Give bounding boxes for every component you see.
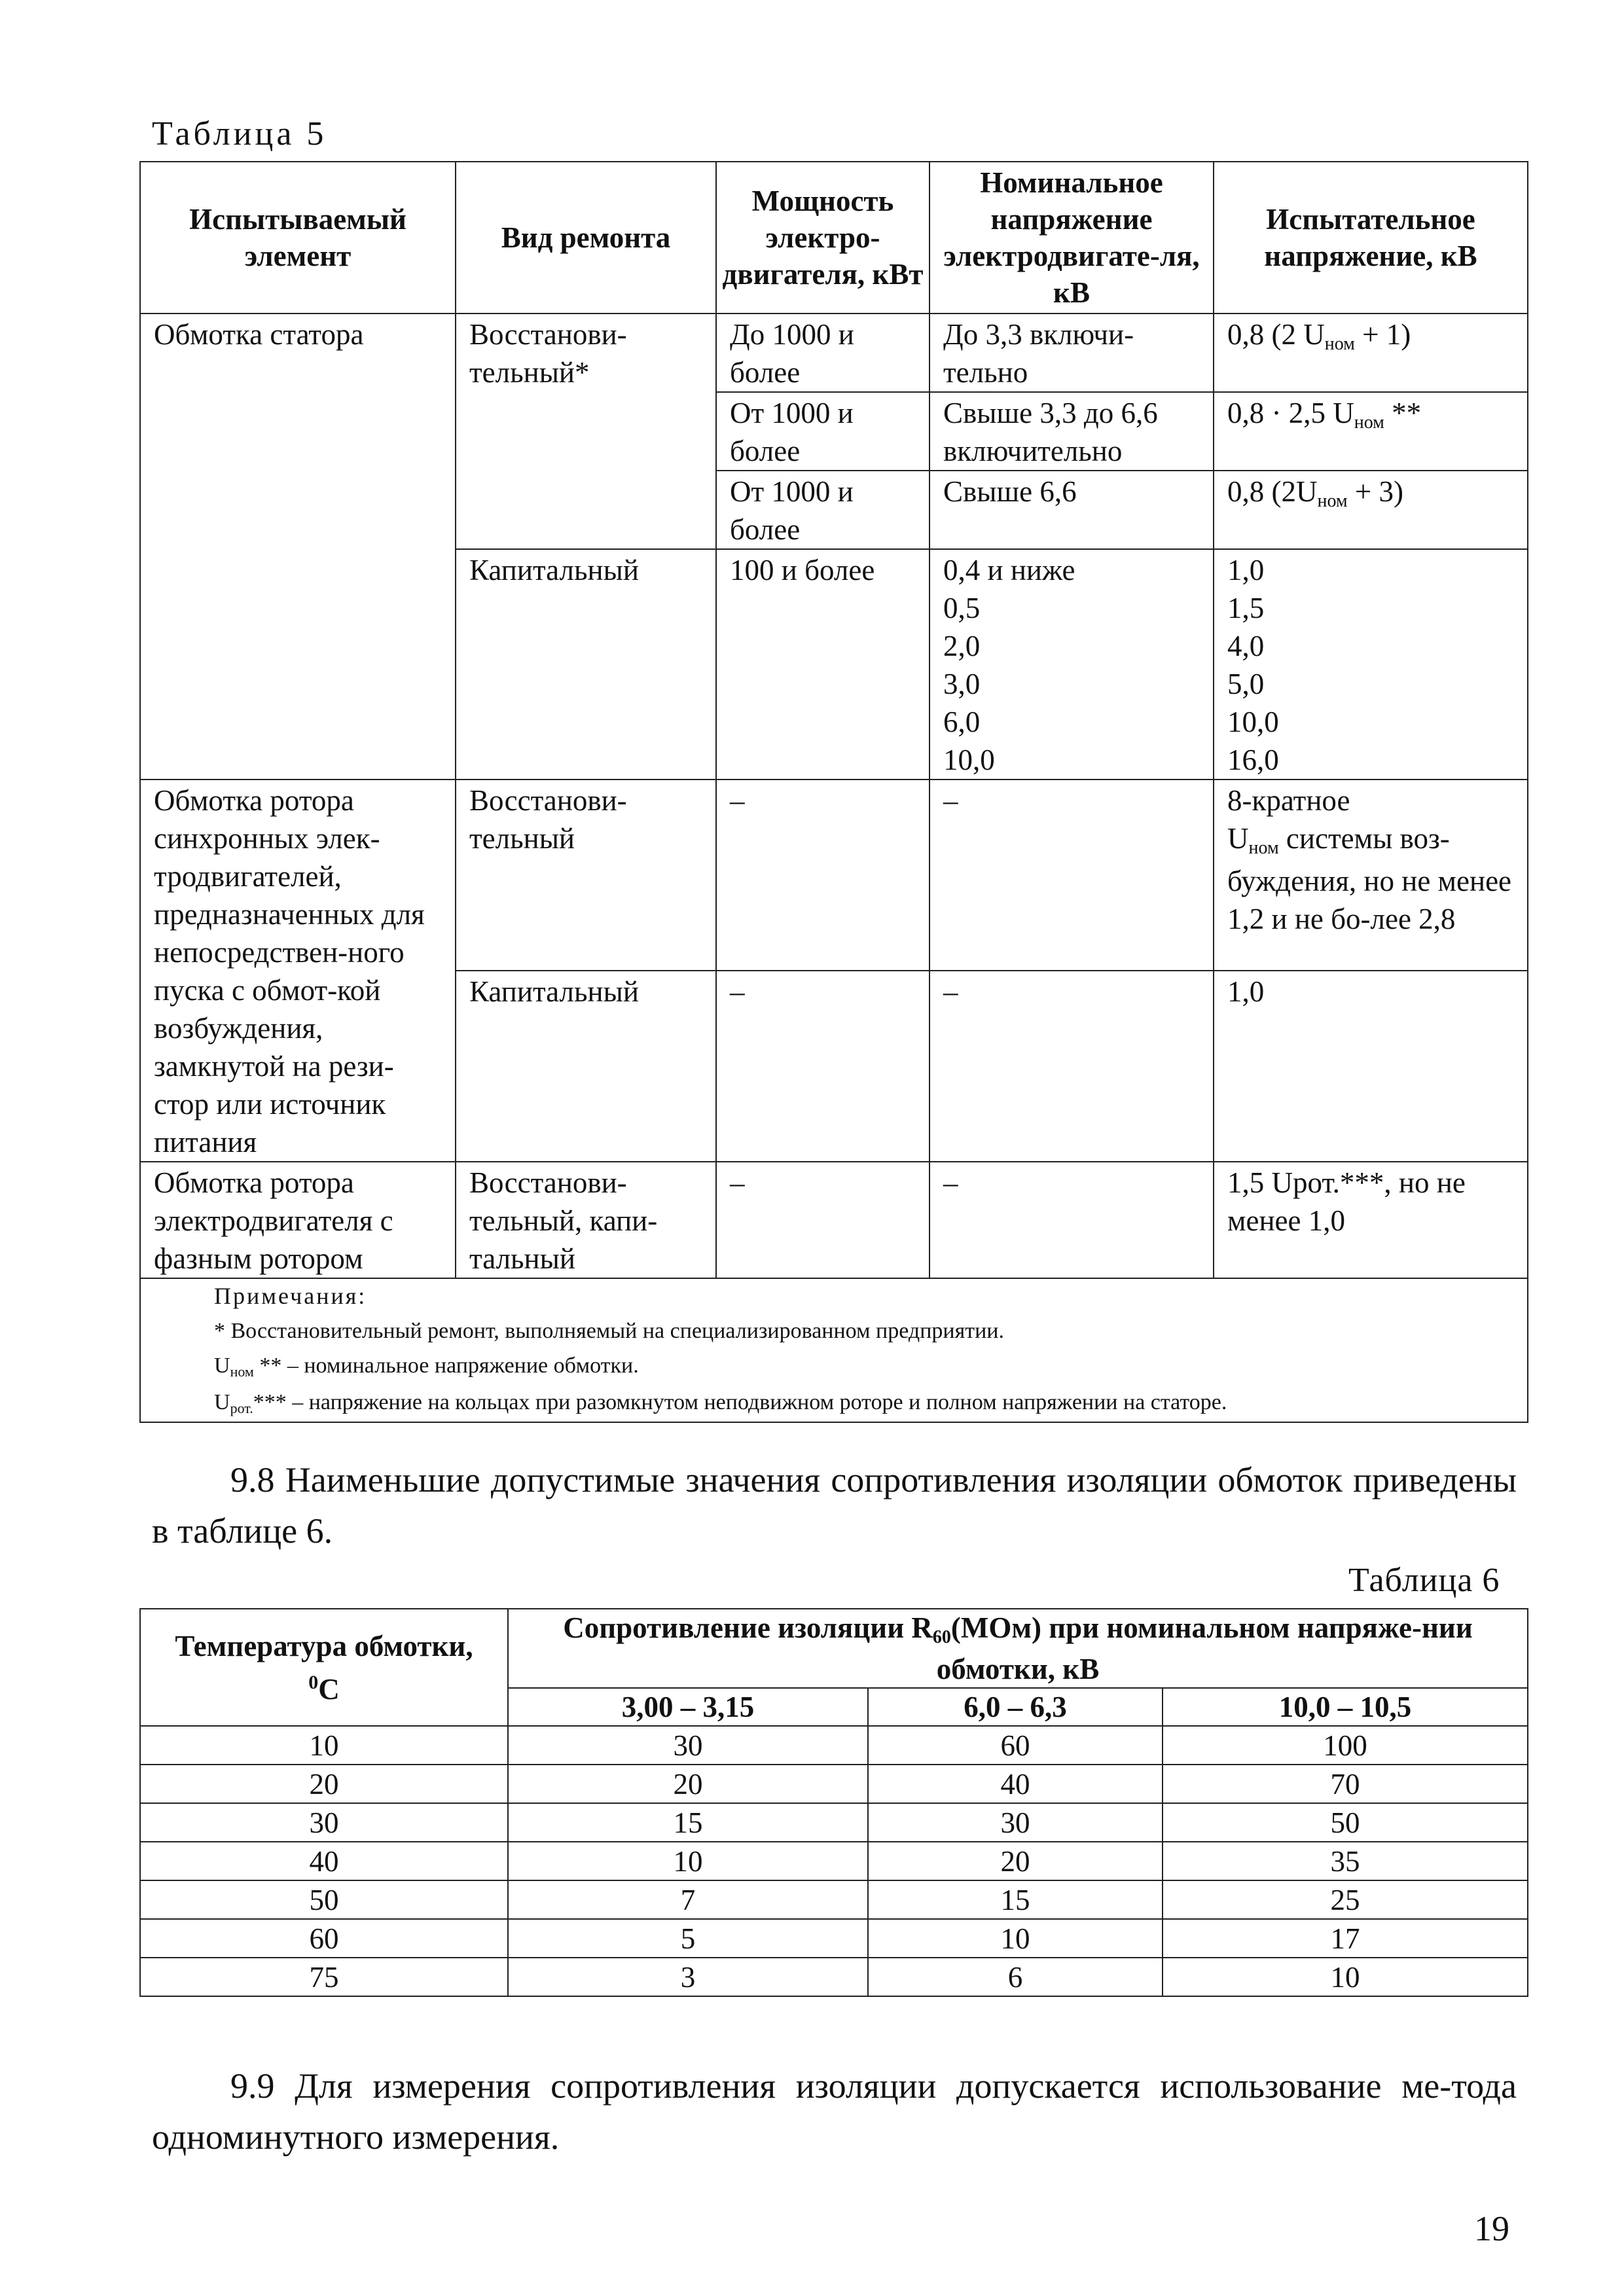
header-temp-text: Температура обмотки, [175, 1629, 473, 1662]
cell-value: 7 [508, 1880, 868, 1919]
test-text: 8-кратное [1227, 784, 1350, 817]
test-text: системы воз-буждения, но не менее 1,2 и не бо-лее 2,8 [1227, 822, 1512, 935]
list-item: 4,0 [1227, 630, 1265, 662]
table5-caption: Таблица 5 [152, 115, 327, 152]
header-power: Мощность электро-двигателя, кВт [716, 162, 929, 314]
table-row [140, 1803, 1528, 1842]
cell-test [1214, 314, 1528, 392]
cell-nominal: Свыше 3,3 до 6,6 включительно [929, 392, 1214, 471]
header-repair: Вид ремонта [456, 162, 716, 314]
note-text: U [214, 1354, 230, 1378]
cell-temp: 10 [140, 1726, 508, 1765]
cell-nominal-list [929, 549, 1214, 780]
subscript: ном [1354, 412, 1384, 433]
table-row [140, 1842, 1528, 1880]
cell-test [1214, 392, 1528, 471]
cell-value: 6 [868, 1958, 1163, 1996]
test-text: ** [1384, 397, 1422, 429]
cell-power: От 1000 и более [716, 471, 929, 549]
note-text: ** – номинальное напряжение обмотки. [253, 1354, 639, 1378]
cell-power: До 1000 и более [716, 314, 929, 392]
paragraph-9-8: 9.8 Наименьшие допустимые значения сопротивления изоляции обмоток приведены в таблице 6. [152, 1460, 1517, 1551]
list-item: 3,0 [943, 668, 981, 700]
header-resistance [508, 1609, 1528, 1688]
table-row [140, 1765, 1528, 1803]
cell-temp: 50 [140, 1880, 508, 1919]
cell-test [1214, 780, 1528, 971]
test-text: U [1227, 822, 1249, 855]
table-row [140, 780, 1528, 971]
cell-value: 20 [868, 1842, 1163, 1880]
degree-sup: 0 [308, 1671, 319, 1693]
table-row [140, 1958, 1528, 1996]
table6 [139, 1608, 1528, 1997]
test-text: 0,8 · 2,5 U [1227, 397, 1354, 429]
test-text: 0,8 (2 U [1227, 318, 1325, 351]
cell-test-list [1214, 549, 1528, 780]
header-nominal: Номинальное напряжение электродвигате-ля, кВ [929, 162, 1214, 314]
header-text: Сопротивление изоляции R [563, 1611, 933, 1644]
cell-value: 50 [1163, 1803, 1528, 1842]
cell-value: 70 [1163, 1765, 1528, 1803]
cell-power: От 1000 и более [716, 392, 929, 471]
table5-notes [140, 1278, 1528, 1422]
table-row [140, 314, 1528, 392]
cell-temp: 40 [140, 1842, 508, 1880]
cell-element-phase-rotor: Обмотка ротора электродвигателя с фазным ротором [140, 1162, 456, 1278]
page-number: 19 [1474, 2209, 1509, 2248]
cell-repair-restorative: Восстанови-тельный* [456, 314, 716, 549]
cell-power: – [716, 1162, 929, 1278]
list-item: 10,0 [1227, 706, 1279, 738]
cell-value: 25 [1163, 1880, 1528, 1919]
unit-text: С [318, 1672, 340, 1706]
table-row [140, 1726, 1528, 1765]
cell-power: 100 и более [716, 549, 929, 780]
list-item: 6,0 [943, 706, 981, 738]
cell-value: 10 [508, 1842, 868, 1880]
header-voltage-2: 6,0 – 6,3 [868, 1688, 1163, 1726]
list-item: 5,0 [1227, 668, 1265, 700]
list-item: 2,0 [943, 630, 981, 662]
cell-repair-capital: Капитальный [456, 971, 716, 1162]
cell-nominal: Свыше 6,6 [929, 471, 1214, 549]
header-voltage-3: 10,0 – 10,5 [1163, 1688, 1528, 1726]
header-element: Испытываемый элемент [140, 162, 456, 314]
note-text: *** – напряжение на кольцах при разомкнутом неподвижном роторе и полном напряжении на статоре. [253, 1390, 1227, 1414]
cell-element-sync-rotor: Обмотка ротора синхронных элек-тродвигателей, предназначенных для непосредствен-ного пуска с обмот-кой возбуждения, замкнутой на рези-стор или источник питания [140, 780, 456, 1162]
table6-caption: Таблица 6 [1348, 1562, 1500, 1599]
note-text: U [214, 1390, 230, 1414]
cell-value: 35 [1163, 1842, 1528, 1880]
list-item: 10,0 [943, 744, 995, 776]
table-row [140, 1162, 1528, 1278]
subscript: ном [1248, 838, 1279, 858]
table5-header-row [140, 162, 1528, 314]
list-item: 1,0 [1227, 554, 1265, 586]
header-test: Испытательное напряжение, кВ [1214, 162, 1528, 314]
table-row [140, 1919, 1528, 1958]
test-text: + 3) [1347, 475, 1404, 508]
cell-nominal: – [929, 780, 1214, 971]
test-text: + 1) [1354, 318, 1411, 351]
cell-repair-capital: Капитальный [456, 549, 716, 780]
cell-nominal: До 3,3 включи-тельно [929, 314, 1214, 392]
cell-element-stator: Обмотка статора [140, 314, 456, 780]
cell-value: 3 [508, 1958, 868, 1996]
subscript: рот. [230, 1400, 253, 1416]
cell-value: 10 [868, 1919, 1163, 1958]
cell-value: 15 [868, 1880, 1163, 1919]
note-3 [214, 1385, 1527, 1422]
cell-test [1214, 471, 1528, 549]
list-item: 1,5 [1227, 592, 1265, 624]
cell-value: 60 [868, 1726, 1163, 1765]
subscript: 60 [932, 1627, 951, 1647]
cell-value: 17 [1163, 1919, 1528, 1958]
cell-power: – [716, 971, 929, 1162]
cell-value: 30 [868, 1803, 1163, 1842]
cell-value: 5 [508, 1919, 868, 1958]
list-item: 16,0 [1227, 744, 1279, 776]
header-text: (МОм) при номинальном напряже-нии обмотки, кВ [936, 1611, 1473, 1685]
table5 [139, 161, 1528, 1423]
note-1: * Восстановительный ремонт, выполняемый на специализированном предприятии. [214, 1319, 1004, 1343]
cell-temp: 20 [140, 1765, 508, 1803]
table5-notes-row [140, 1278, 1528, 1422]
cell-repair: Восстанови-тельный, капи-тальный [456, 1162, 716, 1278]
cell-power: – [716, 780, 929, 971]
cell-value: 100 [1163, 1726, 1528, 1765]
cell-nominal: – [929, 1162, 1214, 1278]
cell-value: 30 [508, 1726, 868, 1765]
cell-temp: 75 [140, 1958, 508, 1996]
cell-test: 1,0 [1214, 971, 1528, 1162]
subscript: ном [1317, 491, 1348, 511]
list-item: 0,4 и ниже [943, 554, 1075, 586]
cell-value: 15 [508, 1803, 868, 1842]
test-text: 0,8 (2U [1227, 475, 1318, 508]
header-temp-unit [146, 1664, 502, 1708]
header-voltage-1: 3,00 – 3,15 [508, 1688, 868, 1726]
paragraph-9-9: 9.9 Для измерения сопротивления изоляции допускается использование ме-тода одноминутного измерения. [152, 2066, 1517, 2157]
cell-temp: 60 [140, 1919, 508, 1958]
cell-temp: 30 [140, 1803, 508, 1842]
note-2 [214, 1348, 1527, 1385]
subscript: ном [230, 1363, 254, 1380]
cell-test: 1,5 Uрот.***, но не менее 1,0 [1214, 1162, 1528, 1278]
cell-value: 10 [1163, 1958, 1528, 1996]
cell-value: 20 [508, 1765, 868, 1803]
table-row [140, 1880, 1528, 1919]
cell-repair-restorative: Восстанови-тельный [456, 780, 716, 971]
cell-nominal: – [929, 971, 1214, 1162]
table6-header-row [140, 1609, 1528, 1688]
notes-title: Примечания: [214, 1283, 367, 1309]
subscript: ном [1324, 334, 1355, 354]
cell-value: 40 [868, 1765, 1163, 1803]
list-item: 0,5 [943, 592, 981, 624]
header-temperature [140, 1609, 508, 1726]
